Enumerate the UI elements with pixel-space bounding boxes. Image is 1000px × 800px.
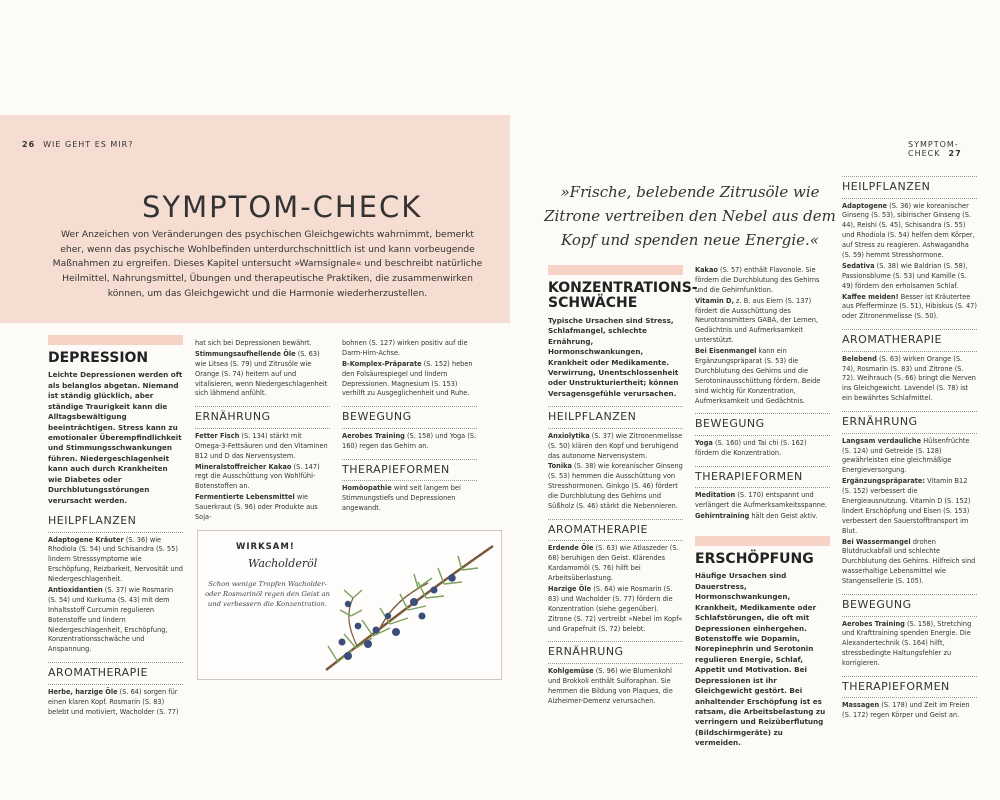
subheading: AROMATHERAPIE (842, 329, 977, 352)
left-running-title: WIE GEHT ES MIR? (43, 140, 134, 149)
section-accent-bar (48, 335, 183, 345)
paragraph: Aerobes Training (S. 158) und Yoga (S. 160) regen das Gehirn an. (342, 431, 477, 450)
left-folio (22, 140, 133, 149)
paragraph: Stimmungsaufhellende Öle (S. 63) wie Litsea (S. 79) und Zitrusöle wie Orange (S. 74) heitern auf und vitalisieren, wenn Niedergeschlagenheit sich lähmend anfühlt. (195, 349, 328, 398)
column-exhaustion (842, 176, 977, 722)
paragraph: Antioxidantien (S. 37) wie Rosmarin (S. 54) und Kurkuma (S. 43) mit dem Inhaltsstoff Curcumin regulieren Botenstoffe und lindern Niedergeschlagenheit, Erschöpfung, Konzentrationsschwäche und Anspannung. (48, 586, 174, 654)
section-heading-depression: DEPRESSION (48, 350, 149, 366)
intro-text: Wer Anzeichen von Veränderungen des psychischen Gleichgewichts wahrnimmt, bemerkt eher, wenn das psychische Wohlbefinden unterdurchschnittlich ist und kann vorbeugende Maßnahmen zu ergreifen. Dieses Kapitel untersucht »Warnsignale« und beschreibt natürliche Heilmittel, Nahrungsmittel, Übungen und therapeutische Praktiken, die zusammenwirken können, um das Gleichgewicht und die Harmonie wiederherzustellen. (52, 229, 483, 299)
left-page-number: 26 (22, 140, 36, 149)
paragraph: Erdende Öle (S. 63) wie Atlaszeder (S. 68) beruhigen den Geist. Klärendes Kardamomöl (S. 76) hilft bei Arbeitsüberlastung. (548, 544, 679, 583)
subheading: THERAPIEFORMEN (342, 459, 477, 482)
tip-box-text: Schon wenige Tropfen Wacholder- oder Rosmarinöl regen den Geist an und verbessern die Konzentration. (205, 580, 330, 608)
paragraph: B-Komplex-Präparate (S. 152) heben den Folsäurespiegel und lindern Depressionen. Magnesium (S. 153) verhilft zu Ausgeglichenheit und Ruhe. (342, 359, 473, 398)
paragraph: Sedativa (S. 38) wie Baldrian (S. 58), Passionsblume (S. 53) und Kamille (S. 49) fördern den erholsamen Schlaf. (842, 261, 968, 290)
paragraph: Ergänzungspräparate: Vitamin B12 (S. 152) verbessert die Energieausnutzung. Vitamin D (S. 152) lindert Erschöpfung und Eisen (S. 153) verbessert den Sauerstofftransport im Blut. (842, 477, 971, 535)
subheading: ERNÄHRUNG (195, 406, 330, 429)
section-summary: Leichte Depressionen werden oft als belanglos abgetan. Niemand ist ständig glücklich, aber ständige Traurigkeit kann die Alltagsbewältigung beeinträchtigen. Stress kann zu emotionaler Überempfindlichkeit und Stimmungsschwankungen führen. Niedergeschlagenheit kann auch durch Krankheiten wie Diabetes oder Durchblutungsstörungen verursacht werden. (48, 370, 183, 505)
paragraph: Gehirntraining hält den Geist aktiv. (695, 512, 818, 521)
subheading: HEILPFLANZEN (548, 406, 683, 429)
page-title: SYMPTOM-CHECK (142, 190, 423, 224)
paragraph: Yoga (S. 160) und Tai chi (S. 162) fördern die Konzentration. (695, 438, 807, 457)
section-heading-exhaustion: ERSCHÖPFUNG (695, 550, 814, 567)
subheading: AROMATHERAPIE (548, 519, 683, 542)
right-folio (908, 140, 1000, 158)
paragraph: Fetter Fisch (S. 134) stärkt mit Omega-3-Fettsäuren und den Vitaminen B12 und D das Nervensystem. (195, 431, 328, 460)
paragraph: Kakao (S. 57) enthält Flavonole. Sie fördern die Durchblutung des Gehirns und die Gehirnfunktion. (695, 266, 820, 294)
subheading: BEWEGUNG (842, 594, 977, 617)
paragraph: Kohlgemüse (S. 96) wie Blumenkohl und Brokkoli enthält Sulforaphan. Sie hemmen die Bildung von Plaques, die Alzheimer-Demenz verursachen. (548, 666, 673, 705)
section-summary: Häufige Ursachen sind Dauerstress, Hormonschwankungen, Krankheit, Medikamente oder Schlafstörungen, die oft mit Depressionen einhergehen. Botenstoffe wie Dopamin, Norepinephrin und Serotonin regulieren Energie, Schlaf, Appetit und Motivation. Bei Depressionen ist ihr Gleichgewicht gestört. Bei anhaltender Erschöpfung ist es ratsam, die Arbeitsbelastung zu verringern und Reizüberflutung (Bildschirmgeräte) zu vermeiden. (695, 571, 826, 748)
paragraph: Herbe, harzige Öle (S. 64) sorgen für einen klaren Kopf. Rosmarin (S. 83) belebt und motiviert, Wacholder (S. 77) (48, 687, 179, 716)
section-summary: Typische Ursachen sind Stress, Schlafmangel, schlechte Ernährung, Hormonschwankungen, Krankheit oder Medikamente. Verwirrung, Unentschlossenheit oder Unstrukturiertheit; können Versagensgefühle verursachen. (548, 315, 679, 398)
column-depression (48, 335, 183, 718)
subheading: HEILPFLANZEN (48, 513, 183, 533)
paragraph: Meditation (S. 170) entspannt und verlängert die Aufmerksamkeitsspanne. (695, 491, 828, 510)
subheading: HEILPFLANZEN (842, 176, 977, 199)
column-depression-3 (342, 339, 477, 515)
column-concentration-2 (695, 266, 830, 750)
tip-box-script-title: Wacholderöl (248, 557, 318, 570)
subheading: ERNÄHRUNG (842, 411, 977, 434)
subheading: AROMATHERAPIE (48, 662, 183, 685)
paragraph: Langsam verdauliche Hülsenfrüchte (S. 124) und Getreide (S. 128) gewährleisten eine gleichmäßige Energieversorgung. (842, 436, 970, 475)
paragraph: Vitamin D, z. B. aus Eiern (S. 137) fördert die Ausschüttung des Neurotransmitters GABA, der Lernen, Gedächtnis und Aufmerksamkeit unterstützt. (695, 296, 819, 345)
paragraph: Tonika (S. 38) wie koreanischer Ginseng (S. 53) hemmen die Ausschüttung von Stresshormonen. Ginkgo (S. 46) fördert die Durchblutung des Gehirns und Süßholz (S. 46) stärkt die Nebennieren. (548, 462, 683, 511)
section-accent-bar (695, 536, 830, 546)
right-running-title: SYMPTOM-CHECK (908, 140, 959, 158)
paragraph: Harzige Öle (S. 64) wie Rosmarin (S. 83) und Wacholder (S. 77) fördern die Konzentration (siehe gegenüber). Zitrone (S. 72) vertreibt »Nebel im Kopf« und Grapefruit (S. 72) belebt. (548, 584, 683, 633)
paragraph: Belebend (S. 63) wirken Orange (S. 74), Rosmarin (S. 83) und Zitrone (S. 72). Weihrauch (S. 66) bringt die Nerven ins Gleichgewicht. Lavendel (S. 78) ist ein bewährtes Schlafmittel. (842, 354, 976, 403)
paragraph: Bei Wassermangel drohen Blutdruckabfall und schlechte Durchblutung des Gehirns. Hilfreich sind wasserhaltige Lebensmittel wie Stangensellerie (S. 105). (842, 537, 976, 586)
paragraph: Homöopathie wird seit langem bei Stimmungstiefs und Depressionen angewandt. (342, 484, 461, 512)
column-concentration (548, 265, 698, 707)
paragraph: bohnen (S. 127) wirken positiv auf die Darm-Hirn-Achse. (342, 339, 468, 357)
paragraph: Anxiolytika (S. 37) wie Zitronenmelisse (S. 50) klären den Kopf und beruhigend das autonome Nervensystem. (548, 431, 683, 460)
paragraph: Adaptogene Kräuter (S. 36) wie Rhodiola (S. 54) und Schisandra (S. 55) lindern Stresssymptome wie Erschöpfung, Reizbarkeit, Nervosität und Niedergeschlagenheit. (48, 535, 183, 584)
paragraph: Massagen (S. 178) und Zeit im Freien (S. 172) regen Körper und Geist an. (842, 701, 970, 720)
paragraph: Mineralstoffreicher Kakao (S. 147) regt die Ausschüttung von Wohlfühl-Botenstoffen an. (195, 462, 320, 491)
section-heading-concentration: KONZENTRATIONS-SCHWÄCHE (548, 280, 698, 312)
column-depression-2 (195, 339, 330, 524)
paragraph: Aerobes Training (S. 158), Stretching und Krafttraining spenden Energie. Die Alexandertechnik (S. 164) hilft, stressbedingte Haltungsfehler zu korrigieren. (842, 619, 972, 668)
paragraph: Kaffee meiden! Besser ist Kräutertee aus Pfefferminze (S. 51), Hibiskus (S. 47) oder Zitronenmelisse (S. 50). (842, 292, 977, 321)
subheading: THERAPIEFORMEN (842, 676, 977, 699)
tip-box-title: WIRKSAM! (236, 542, 295, 552)
paragraph: Bei Eisenmangel kann ein Ergänzungspräparat (S. 53) die Durchblutung des Gehirns und die Serotoninausschüttung fördern. Beide sind wichtig für Konzentration, Aufmerksamkeit und Gedächtnis. (695, 347, 821, 405)
right-page-number: 27 (948, 149, 962, 158)
juniper-branch-illustration (318, 538, 500, 676)
subheading: ERNÄHRUNG (548, 641, 683, 664)
paragraph: Adaptogene (S. 36) wie koreanischer Ginseng (S. 53), sibirischer Ginseng (S. 44), Reishi (S. 45), Schisandra (S. 55) und Rhodiola (S. 54) helfen dem Körper, auf Stress zu reagieren. Ashwagandha (S. 59) hemmt Stresshormone. (842, 201, 975, 259)
subheading: THERAPIEFORMEN (695, 466, 830, 489)
paragraph: hat sich bei Depressionen bewährt. (195, 339, 312, 347)
pull-quote: »Frische, belebende Zitrusöle wie Zitrone vertreiben den Nebel aus dem Kopf und spenden neue Energie.« (544, 183, 836, 249)
subheading: BEWEGUNG (342, 406, 477, 429)
section-accent-bar (548, 265, 683, 275)
subheading: BEWEGUNG (695, 413, 830, 436)
paragraph: Fermentierte Lebensmittel wie Sauerkraut (S. 96) oder Produkte aus Soja- (195, 493, 318, 521)
